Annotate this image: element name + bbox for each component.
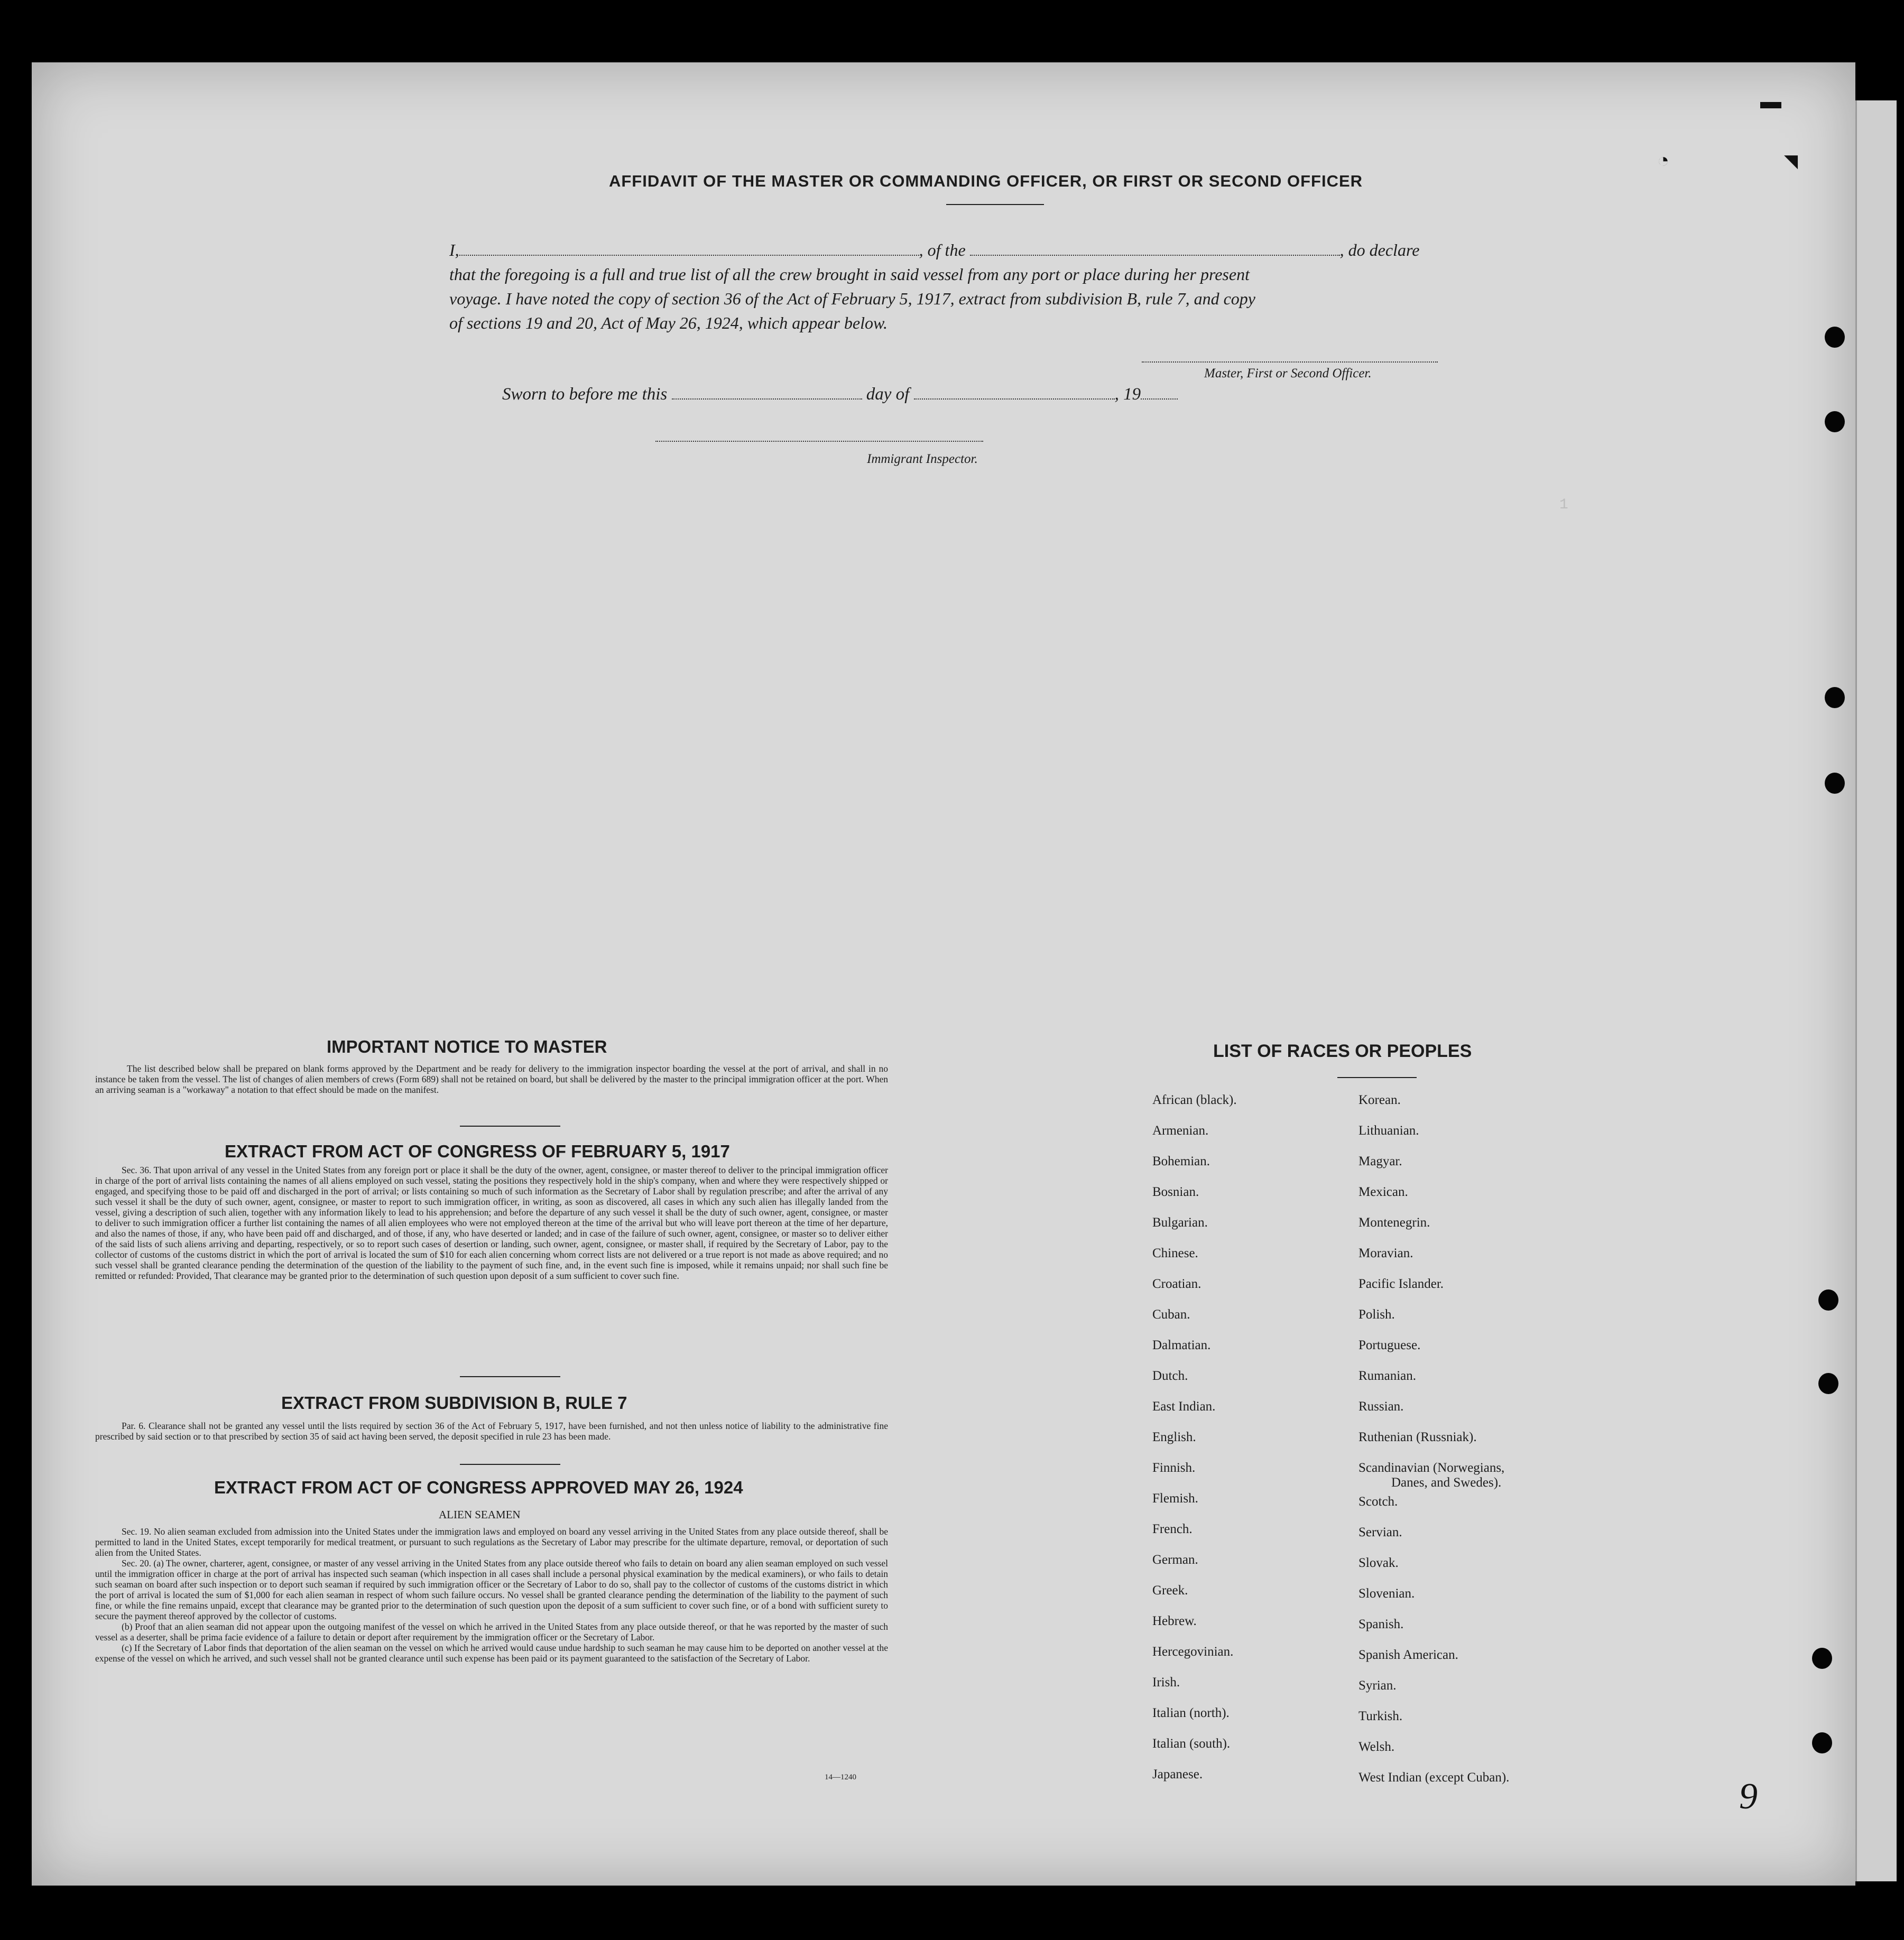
race-item: Servian.: [1358, 1525, 1402, 1539]
extract-1924-title: EXTRACT FROM ACT OF CONGRESS APPROVED MAY 26, 1924: [214, 1478, 743, 1497]
title-rule: [946, 204, 1044, 205]
affidavit-body: [449, 238, 1480, 335]
race-item: Dalmatian.: [1152, 1338, 1211, 1352]
corner-mark: ◔: [1657, 150, 1669, 172]
race-item: West Indian (except Cuban).: [1358, 1770, 1510, 1785]
sec-20a-paragraph: Sec. 20. (a) The owner, charterer, agent, consignee, or master of any vessel arriving in the United States from any place outside thereof who fails to detain on board any alien seaman employed on such vessel until the immigration officer in charge at the port of arrival has inspected such seaman (which inspection in all cases shall include a personal physical examination by the medical examiners), or who fails to detain such seaman on board after such inspection or to deport such seaman if required by such immigration officer or the Secretary of Labor to do so, shall pay to the collector of customs of the customs district in which the port of arrival is located the sum of $1,000 for each alien seaman in respect of whom such failure occurs. No vessel shall be granted clearance pending the determination of the liability to the payment of such fine, or while the fine remains unpaid, except that clearance may be granted prior to the determination of such question upon the deposit of a sum sufficient to cover such fine, or of a bond with sufficient surety to secure the payment thereof approved by the collector of customs.: [95, 1558, 888, 1621]
binder-hole: [1825, 411, 1845, 432]
race-item: Turkish.: [1358, 1709, 1403, 1723]
race-item: Croatian.: [1152, 1277, 1201, 1291]
race-item: Bosnian.: [1152, 1185, 1199, 1199]
race-item: Italian (north).: [1152, 1706, 1230, 1720]
race-item: Portuguese.: [1358, 1338, 1421, 1352]
race-item: Montenegrin.: [1358, 1215, 1430, 1230]
race-item: Lithuanian.: [1358, 1124, 1419, 1138]
section-rule: [460, 1126, 560, 1127]
race-item: Syrian.: [1358, 1678, 1397, 1693]
sec-19-paragraph: Sec. 19. No alien seaman excluded from admission into the United States under the immigration laws and employed on board any vessel arriving in the United States from any place outside thereof, shall be permitted to land in the United States, except temporarily for medical treatment, or pursuant to such regulations as the Secretary of Labor may prescribe for the ultimate departure, removal, or deportation of such alien from the United States.: [95, 1526, 888, 1558]
race-item: Armenian.: [1152, 1124, 1209, 1138]
extract-rule7-title: EXTRACT FROM SUBDIVISION B, RULE 7: [281, 1393, 627, 1413]
race-item: Irish.: [1152, 1675, 1180, 1690]
affidavit-title: AFFIDAVIT OF THE MASTER OR COMMANDING OFFICER, OR FIRST OR SECOND OFFICER: [608, 172, 1363, 190]
race-item: Dutch.: [1152, 1369, 1188, 1383]
extract-1917-title: EXTRACT FROM ACT OF CONGRESS OF FEBRUARY 5, 1917: [225, 1141, 730, 1161]
par-6-paragraph: Par. 6. Clearance shall not be granted any vessel until the lists required by section 36 of the Act of February 5, 1917, have been furnished, and not then unless notice of liability to the administrative fine prescribed by said section or to that prescribed by section 35 of said act having been served, the deposit specified in rule 23 has been made.: [95, 1421, 888, 1442]
sec-20b-paragraph: (b) Proof that an alien seaman did not appear upon the outgoing manifest of the vessel on which he arrived in the United States from any place outside thereof, or that he was reported by the master of such vessel as a deserter, shall be prima facie evidence of a failure to detain or deport after requirement by the immigration officer or the Secretary of Labor.: [95, 1621, 888, 1642]
race-item: Slovenian.: [1358, 1586, 1415, 1601]
vessel-blank: [970, 241, 1340, 256]
race-item: Chinese.: [1152, 1246, 1198, 1260]
race-item: Bulgarian.: [1152, 1215, 1208, 1230]
race-item: Russian.: [1358, 1399, 1404, 1414]
inspector-label: Immigrant Inspector.: [867, 452, 978, 466]
race-item: Italian (south).: [1152, 1737, 1231, 1751]
affidavit-line-2: that the foregoing is a full and true list of all the crew brought in said vessel from any port or place during her present: [449, 265, 1250, 284]
binder-hole: [1825, 327, 1845, 348]
race-item: Japanese.: [1152, 1767, 1203, 1781]
race-item: Flemish.: [1152, 1491, 1198, 1506]
extract-1924-text: [95, 1526, 888, 1664]
sec-20c-paragraph: (c) If the Secretary of Labor finds that deportation of the alien seaman on the vessel on which he arrived would cause undue hardship to such seaman he may cause him to be deported on another vessel at the expense of the vessel on which he arrived, and such vessel shall not be granted clearance until such expense has been paid or its payment guaranteed to the satisfaction of the Secretary of Labor.: [95, 1642, 888, 1664]
binder-hole: [1812, 1732, 1832, 1753]
extract-1917-text: [95, 1165, 888, 1281]
race-item: English.: [1152, 1430, 1196, 1444]
race-item: Magyar.: [1358, 1154, 1402, 1168]
of-the-label: , of the: [919, 240, 966, 259]
race-item: Moravian.: [1358, 1246, 1413, 1260]
sworn-line: [502, 385, 1178, 404]
bleed-through: 1: [1559, 497, 1568, 513]
race-item: Mexican.: [1358, 1185, 1408, 1199]
master-signature-line: [1142, 361, 1438, 363]
day-blank: [672, 385, 862, 400]
binder-hole: [1818, 1373, 1838, 1394]
year-label: , 19: [1114, 385, 1141, 404]
race-item: Greek.: [1152, 1583, 1188, 1598]
name-blank: [459, 241, 919, 256]
notice-text: [95, 1063, 888, 1095]
race-item: French.: [1152, 1522, 1193, 1536]
corner-mark: ▬: [1760, 89, 1781, 113]
race-item: Bohemian.: [1152, 1154, 1210, 1168]
race-item: Spanish American.: [1358, 1648, 1458, 1662]
race-item: Welsh.: [1358, 1740, 1395, 1754]
race-item: Slovak.: [1358, 1556, 1399, 1570]
affidavit-line-3: voyage. I have noted the copy of section 36 of the Act of February 5, 1917, extract from subdivision B, rule 7, and copy: [449, 289, 1255, 308]
affidavit-line-4: of sections 19 and 20, Act of May 26, 1924, which appear below.: [449, 313, 888, 332]
i-label: I,: [449, 240, 459, 259]
sworn-prefix: Sworn to before me this: [502, 385, 668, 404]
binder-hole: [1818, 1289, 1838, 1311]
race-item: African (black).: [1152, 1093, 1237, 1107]
month-blank: [914, 385, 1115, 400]
races-title: LIST OF RACES OR PEOPLES: [1213, 1041, 1472, 1061]
affidavit-line-1: [449, 238, 1480, 262]
page-edge: [1855, 100, 1897, 1881]
race-item: Hercegovinian.: [1152, 1645, 1234, 1659]
race-item: Finnish.: [1152, 1461, 1196, 1475]
year-blank: [1141, 385, 1178, 400]
section-rule: [460, 1376, 560, 1377]
race-item: Spanish.: [1358, 1617, 1404, 1631]
sec-36-paragraph: Sec. 36. That upon arrival of any vessel in the United States from any foreign port or place it shall be the duty of the owner, agent, consignee, or master thereof to deliver to the principal immigration officer in charge of the port of arrival lists containing the names of all aliens employed on such vessel, stating the positions they respectively hold in the ship's company, when and where they were respectively shipped or engaged, and specifying those to be paid off and discharged in the port of arrival; or lists containing so much of such information as the Secretary of Labor shall by regulation prescribe; and after the arrival of any such vessel it shall be the duty of such owner, agent, consignee, or master to report to such immigration officer, in writing, as soon as discovered, all cases in which any such alien has illegally landed from the vessel, giving a description of such alien, together with any information likely to lead to his apprehension; and before the departure of any such vessel it shall be the duty of such owner, agent, consignee, or master to deliver to such immigration officer a further list containing the names of all alien employees who were not employed thereon at the time of the arrival but who will leave port thereon at the time of her departure, and also the names of those, if any, who have been paid off and discharged, and of those, if any, who have deserted or landed; and in case of the failure of such owner, agent, consignee, or master so to deliver either of the said lists of such aliens arriving and departing, respectively, or so to report such cases of desertion or landing, such owner, agent, consignee, or master shall, if required by the Secretary of Labor, pay to the collector of customs of the customs district in which the port of arrival is located the sum of $10 for each alien concerning whom correct lists are not delivered or a true report is not made as above required; and no such vessel shall be granted clearance pending the determination of the question of the liability to the payment of such fine, and, in the event such fine is imposed, while it remains unpaid; nor shall such fine be remitted or refunded: Provided, That clearance may be granted prior to the determination of such question upon deposit of a sum sufficient to cover such fine.: [95, 1165, 888, 1281]
binder-hole: [1825, 687, 1845, 708]
race-item: Polish.: [1358, 1307, 1395, 1322]
do-declare-label: , do declare: [1339, 240, 1420, 259]
race-item: Ruthenian (Russniak).: [1358, 1430, 1477, 1444]
race-item: Hebrew.: [1152, 1614, 1197, 1628]
notice-title: IMPORTANT NOTICE TO MASTER: [327, 1037, 607, 1056]
race-item: Korean.: [1358, 1093, 1401, 1107]
race-item: Cuban.: [1152, 1307, 1190, 1322]
race-item-continued: Danes, and Swedes).: [1391, 1475, 1502, 1490]
notice-paragraph: The list described below shall be prepared on blank forms approved by the Department and be ready for delivery to the immigration inspector boarding the vessel at the port of arrival, and shall in no instance be taken from the vessel. The list of changes of alien members of crews (Form 689) shall not be retained on board, but shall be delivered by the master to the principal immigration officer at the port. When an arriving seaman is a "workaway" a notation to that effect should be made on the manifest.: [95, 1063, 888, 1095]
race-item: East Indian.: [1152, 1399, 1216, 1414]
race-item: Scandinavian (Norwegians,: [1358, 1461, 1505, 1475]
race-item: Rumanian.: [1358, 1369, 1417, 1383]
race-item: Pacific Islander.: [1358, 1277, 1444, 1291]
race-item: Scotch.: [1358, 1495, 1398, 1509]
races-title-rule: [1337, 1077, 1417, 1078]
master-signature-label: Master, First or Second Officer.: [1204, 366, 1372, 380]
binder-hole: [1825, 773, 1845, 794]
inspector-signature-line: [655, 441, 983, 442]
form-number: 14—1240: [825, 1773, 856, 1781]
alien-seamen-subtitle: ALIEN SEAMEN: [439, 1508, 521, 1521]
extract-rule7-text: [95, 1421, 888, 1442]
section-rule: [460, 1464, 560, 1465]
day-of-label: day of: [866, 385, 910, 404]
handwritten-page-number: 9: [1739, 1776, 1758, 1817]
binder-hole: [1812, 1648, 1832, 1669]
corner-mark: ◥: [1784, 152, 1798, 171]
race-item: German.: [1152, 1553, 1198, 1567]
